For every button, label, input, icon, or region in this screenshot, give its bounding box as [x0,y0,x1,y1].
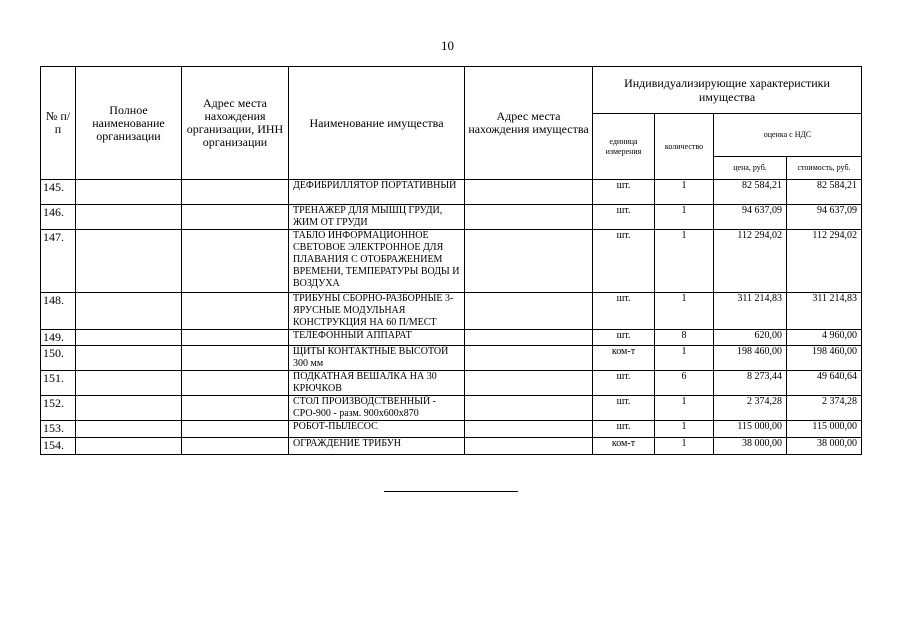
row-org-name [76,396,182,421]
row-org-name [76,421,182,438]
row-unit: шт. [593,293,655,330]
header-cost: стоимость, руб. [787,157,862,180]
row-org-address [182,371,289,396]
table-row [41,438,862,455]
header-price: цена, руб. [714,157,787,180]
row-property-name: РОБОТ-ПЫЛЕСОС [289,421,465,438]
row-num: 147. [41,230,76,293]
row-price: 620,00 [714,330,787,346]
row-qty: 1 [655,180,714,205]
header-valuation: оценка с НДС [714,114,862,157]
row-unit: ком-т [593,438,655,455]
row-num: 148. [41,293,76,330]
row-property-name: ДЕФИБРИЛЛЯТОР ПОРТАТИВНЫЙ [289,180,465,205]
row-price: 8 273,44 [714,371,787,396]
row-qty: 1 [655,421,714,438]
end-divider [384,491,518,492]
row-property-address [465,230,593,293]
header-property-address: Адрес места нахождения имущества [465,67,593,180]
row-cost: 2 374,28 [787,396,862,421]
table-row [41,330,862,346]
row-cost: 115 000,00 [787,421,862,438]
row-qty: 1 [655,293,714,330]
header-org-address: Адрес места нахождения организации, ИНН организации [182,67,289,180]
row-cost: 38 000,00 [787,438,862,455]
table-row [41,205,862,230]
row-cost: 311 214,83 [787,293,862,330]
row-num: 152. [41,396,76,421]
row-unit: шт. [593,371,655,396]
row-price: 311 214,83 [714,293,787,330]
row-org-address [182,205,289,230]
row-unit: шт. [593,205,655,230]
row-org-name [76,230,182,293]
row-property-name: ЩИТЫ КОНТАКТНЫЕ ВЫСОТОЙ 300 мм [289,346,465,371]
row-property-name: ТЕЛЕФОННЫЙ АППАРАТ [289,330,465,346]
header-property-name: Наименование имущества [289,67,465,180]
row-org-name [76,371,182,396]
table-row [41,396,862,421]
row-org-address [182,346,289,371]
row-num: 153. [41,421,76,438]
row-unit: шт. [593,421,655,438]
row-property-name: ОГРАЖДЕНИЕ ТРИБУН [289,438,465,455]
row-org-name [76,180,182,205]
row-qty: 1 [655,438,714,455]
row-unit: шт. [593,396,655,421]
row-org-name [76,293,182,330]
row-qty: 1 [655,230,714,293]
row-num: 149. [41,330,76,346]
row-org-name [76,330,182,346]
table-row [41,346,862,371]
header-qty: количество [655,114,714,180]
row-num: 146. [41,205,76,230]
row-price: 94 637,09 [714,205,787,230]
row-org-address [182,438,289,455]
row-property-address [465,421,593,438]
row-org-address [182,230,289,293]
row-org-name [76,205,182,230]
row-qty: 6 [655,371,714,396]
table-row [41,293,862,330]
row-price: 2 374,28 [714,396,787,421]
table-row [41,230,862,293]
row-property-address [465,180,593,205]
row-cost: 82 584,21 [787,180,862,205]
row-cost: 4 960,00 [787,330,862,346]
row-org-address [182,330,289,346]
row-num: 154. [41,438,76,455]
row-property-address [465,293,593,330]
row-num: 151. [41,371,76,396]
row-property-address [465,330,593,346]
table-row [41,371,862,396]
row-org-address [182,421,289,438]
row-qty: 1 [655,205,714,230]
row-price: 198 460,00 [714,346,787,371]
row-org-address [182,180,289,205]
table-row [41,421,862,438]
row-qty: 1 [655,396,714,421]
row-org-address [182,293,289,330]
row-org-name [76,346,182,371]
row-unit: ком-т [593,346,655,371]
header-num: № п/п [41,67,76,180]
row-org-address [182,396,289,421]
row-property-name: СТОЛ ПРОИЗВОДСТВЕННЫЙ - СРО-900 - разм. 900x600x870 [289,396,465,421]
row-property-address [465,205,593,230]
property-table [40,66,862,455]
header-org-name: Полное наименование организации [76,67,182,180]
row-property-address [465,438,593,455]
row-property-name: ТРИБУНЫ СБОРНО-РАЗБОРНЫЕ 3- ЯРУСНЫЕ МОДУЛЬНАЯ КОНСТРУКЦИЯ НА 60 П/МЕСТ [289,293,465,330]
row-price: 38 000,00 [714,438,787,455]
header-characteristics: Индивидуализирующие характеристики имущества [593,67,862,114]
row-property-address [465,346,593,371]
row-property-name: ТАБЛО ИНФОРМАЦИОННОЕ СВЕТОВОЕ ЭЛЕКТРОННОЕ ДЛЯ ПЛАВАНИЯ С ОТОБРАЖЕНИЕМ ВРЕМЕНИ, ТЕМПЕРАТУРЫ ВОДЫ И ВОЗДУХА [289,230,465,293]
row-unit: шт. [593,180,655,205]
row-num: 145. [41,180,76,205]
row-unit: шт. [593,230,655,293]
row-cost: 198 460,00 [787,346,862,371]
row-price: 115 000,00 [714,421,787,438]
row-cost: 112 294,02 [787,230,862,293]
page-number: 10 [441,38,454,53]
row-price: 112 294,02 [714,230,787,293]
row-property-name: ПОДКАТНАЯ ВЕШАЛКА НА 30 КРЮЧКОВ [289,371,465,396]
row-property-address [465,371,593,396]
row-qty: 1 [655,346,714,371]
row-property-name: ТРЕНАЖЕР ДЛЯ МЫШЦ ГРУДИ, ЖИМ ОТ ГРУДИ [289,205,465,230]
row-unit: шт. [593,330,655,346]
row-num: 150. [41,346,76,371]
header-unit: единица измерения [593,114,655,180]
row-property-address [465,396,593,421]
table-row [41,180,862,205]
row-qty: 8 [655,330,714,346]
row-price: 82 584,21 [714,180,787,205]
row-cost: 94 637,09 [787,205,862,230]
row-cost: 49 640,64 [787,371,862,396]
row-org-name [76,438,182,455]
